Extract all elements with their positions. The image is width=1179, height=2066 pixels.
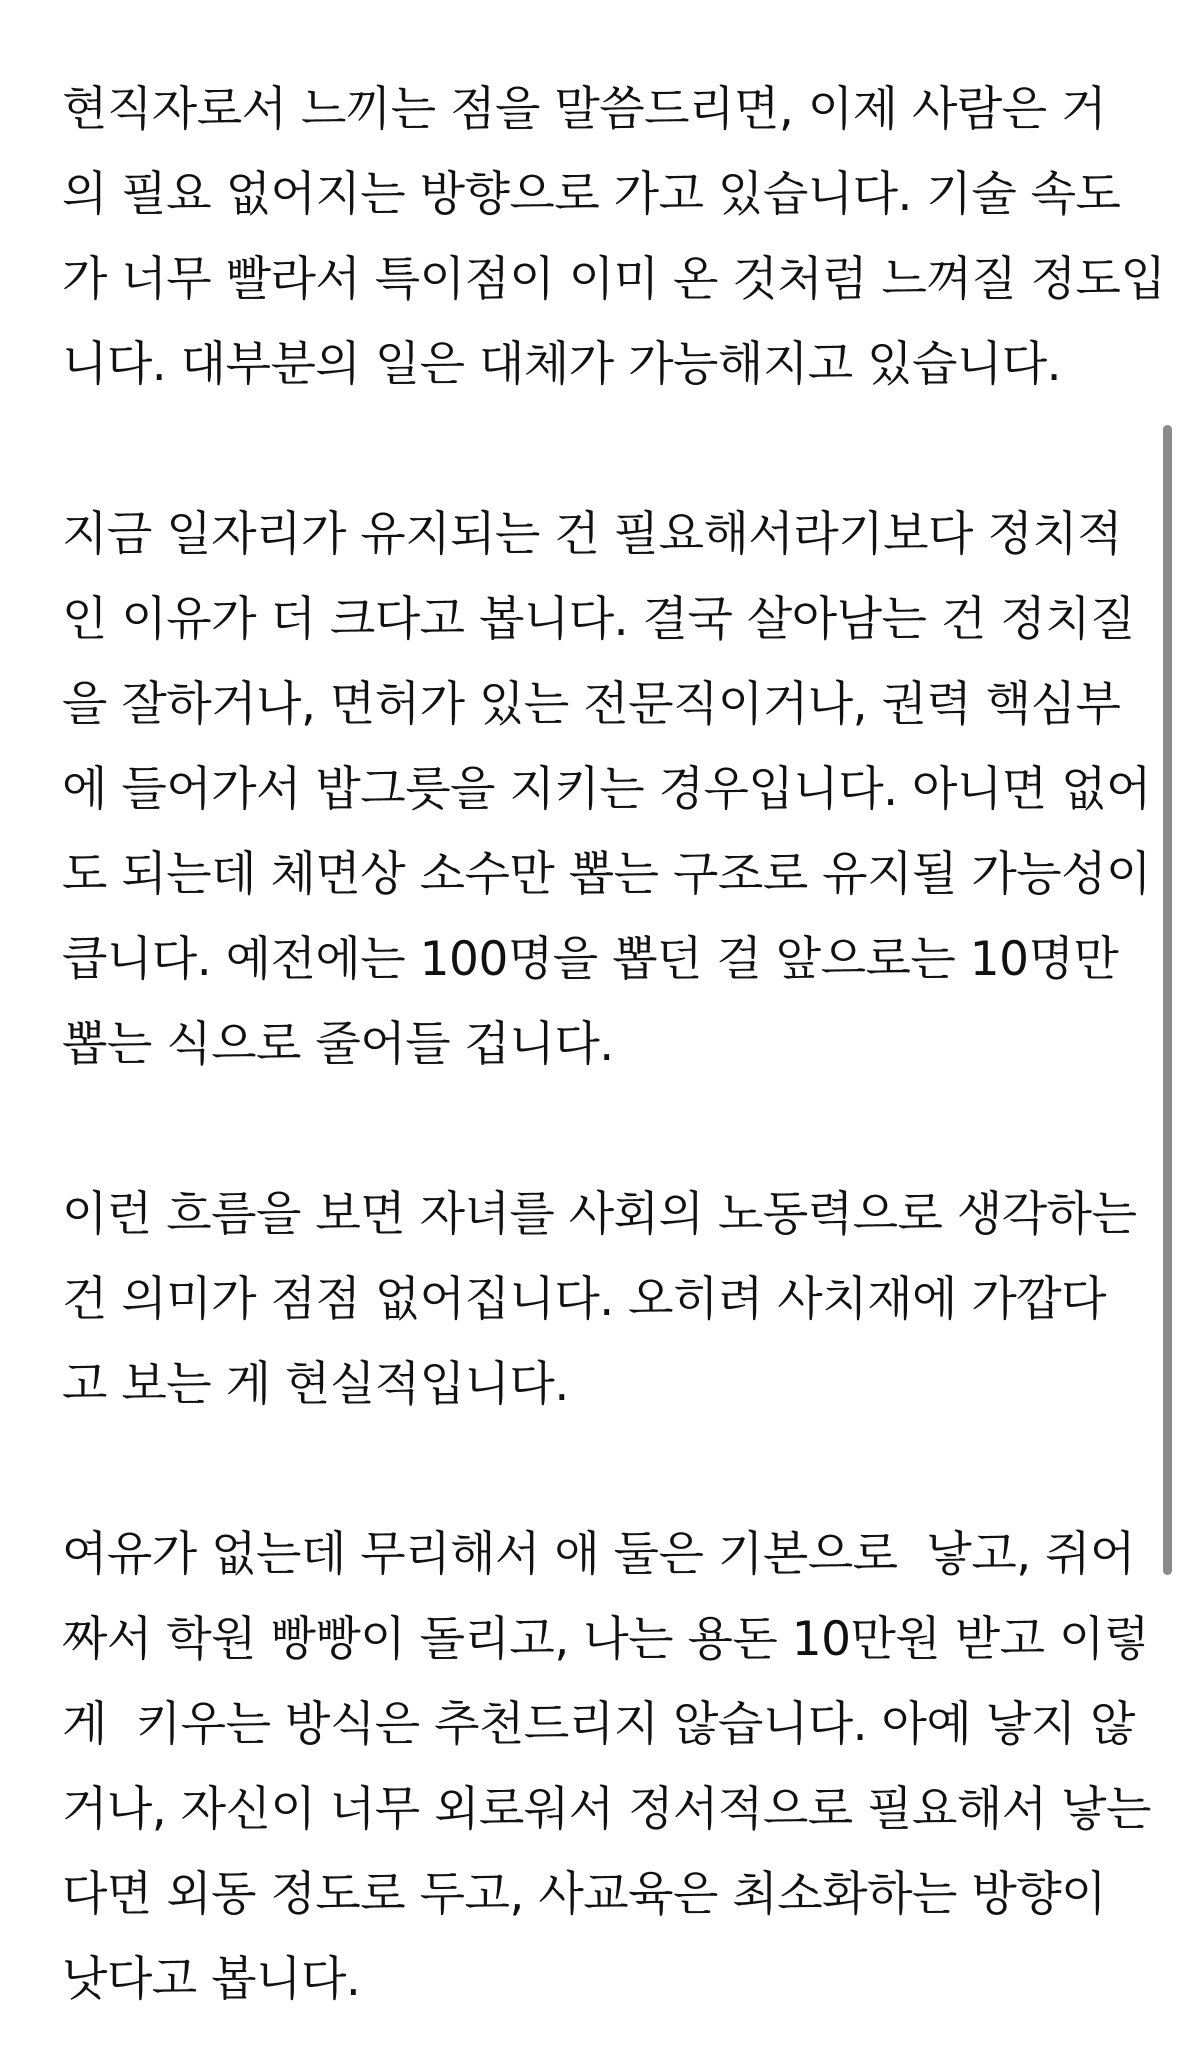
paragraph-1 <box>62 78 1166 418</box>
text-line: 짜서 학원 빵빵이 돌리고, 나는 용돈 10만원 받고 이렇 <box>62 1612 1149 1667</box>
text-line: 의 필요 없어지는 방향으로 가고 있습니다. 기술 속도 <box>62 167 1121 222</box>
text-line: 가 너무 빨라서 특이점이 이미 온 것처럼 느껴질 정도입 <box>62 252 1166 307</box>
text-line: 지금 일자리가 유지되는 건 필요해서라기보다 정치적 <box>62 507 1123 562</box>
text-line: 낫다고 봅니다. <box>62 1952 361 2007</box>
paragraph-spacer <box>62 418 1122 503</box>
text-line: 거나, 자신이 너무 외로워서 정서적으로 필요해서 낳는 <box>62 1782 1151 1837</box>
text-line: 도 되는데 체면상 소수만 뽑는 구조로 유지될 가능성이 <box>62 847 1151 902</box>
text-line: 이런 흐름을 보면 자녀를 사회의 노동력으로 생각하는 <box>62 1187 1137 1242</box>
text-line: 에 들어가서 밥그릇을 지키는 경우입니다. 아니면 없어 <box>62 762 1151 817</box>
text-line: 고 보는 게 현실적입니다. <box>62 1357 569 1412</box>
text-line: 인 이유가 더 크다고 봅니다. 결국 살아남는 건 정치질 <box>62 592 1135 647</box>
scrollbar-thumb[interactable] <box>1163 425 1172 1575</box>
text-line: 큽니다. 예전에는 100명을 뽑던 걸 앞으로는 10명만 <box>62 932 1119 987</box>
text-line: 여유가 없는데 무리해서 애 둘은 기본으로 낳고, 쥐어 <box>62 1527 1135 1582</box>
text-line: 게 키우는 방식은 추천드리지 않습니다. 아예 낳지 않 <box>62 1697 1135 1752</box>
paragraph-4 <box>62 1523 1151 2033</box>
text-line: 건 의미가 점점 없어집니다. 오히려 사치재에 가깝다 <box>62 1272 1107 1327</box>
text-line: 을 잘하거나, 면허가 있는 전문직이거나, 권력 핵심부 <box>62 677 1121 732</box>
text-line: 현직자로서 느끼는 점을 말씀드리면, 이제 사람은 거 <box>62 82 1107 137</box>
article-body <box>62 78 1166 2033</box>
paragraph-spacer <box>62 1438 1122 1523</box>
text-line: 니다. 대부분의 일은 대체가 가능해지고 있습니다. <box>62 337 1062 392</box>
text-line: 뽑는 식으로 줄어들 겁니다. <box>62 1017 614 1072</box>
paragraph-3 <box>62 1183 1137 1438</box>
paragraph-spacer <box>62 1098 1122 1183</box>
paragraph-2 <box>62 503 1151 1098</box>
text-line: 다면 외동 정도로 두고, 사교육은 최소화하는 방향이 <box>62 1867 1107 1922</box>
